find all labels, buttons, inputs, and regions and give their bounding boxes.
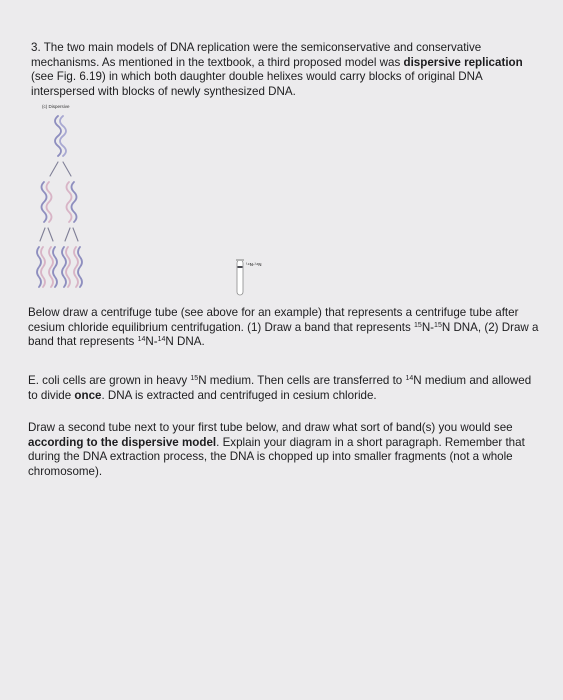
isotope-superscript: 14	[137, 336, 146, 344]
experiment-text-b: N medium. Then cells are transferred to	[198, 374, 406, 387]
once-emphasis: once	[74, 388, 102, 402]
instructions-text-a: Below draw a centrifuge tube (see above for an example) that represents a centrifuge tube after cesium chloride equilibrium centrifugation. (1) Draw a band that represents	[28, 306, 519, 334]
isotope-superscript: 15	[414, 321, 422, 329]
question-intro: The two main models of DNA replication were the semiconservative and conservative mechanisms. As mentioned in the textbook, a third proposed model was	[31, 41, 482, 69]
isotope-superscript: 14	[405, 375, 414, 382]
instructions-text-b: N-	[421, 320, 435, 334]
instructions-text-c: N DNA, (2) Draw a band that represents	[28, 320, 539, 349]
isotope-superscript: 15	[434, 321, 442, 329]
tube-band	[238, 266, 243, 268]
question-paragraph	[31, 41, 546, 99]
experiment-text-d: . DNA is extracted and centrifuged in cesium chloride.	[101, 388, 377, 402]
experiment-paragraph	[28, 374, 543, 403]
isotope-superscript: 15	[190, 375, 199, 382]
dna-helix-diagram	[36, 104, 102, 304]
figure-label: (c) Dispersive	[42, 104, 70, 109]
task-text-b: . Explain your diagram in a short paragraph. Remember that during the DNA extraction process, the DNA is chopped up into smaller fragments (not a whole chromosome).	[28, 435, 525, 478]
experiment-text-a: E. coli cells are grown in heavy	[28, 374, 191, 387]
isotope-superscript: 14	[157, 336, 166, 344]
instructions-paragraph	[28, 306, 543, 350]
dispersive-model-emphasis: according to the dispersive model	[28, 435, 217, 449]
instructions-text-d: N-	[145, 335, 158, 349]
dispersive-term: dispersive replication	[403, 55, 523, 69]
dispersive-model-figure	[36, 104, 102, 304]
tube-band-label: ¹⁴N-¹⁴N	[246, 262, 262, 267]
question-rest: (see Fig. 6.19) in which both daughter double helixes would carry blocks of original DNA interspersed with blocks of newly synthesized DNA.	[31, 70, 483, 98]
question-number: 3.	[31, 41, 41, 54]
experiment-text-c: N medium and allowed to divide	[28, 374, 532, 402]
task-paragraph	[28, 421, 543, 479]
example-centrifuge-tube	[236, 258, 276, 300]
task-text-a: Draw a second tube next to your first tube below, and draw what sort of band(s) you would see	[28, 421, 513, 434]
instructions-text-e: N DNA.	[165, 335, 205, 349]
